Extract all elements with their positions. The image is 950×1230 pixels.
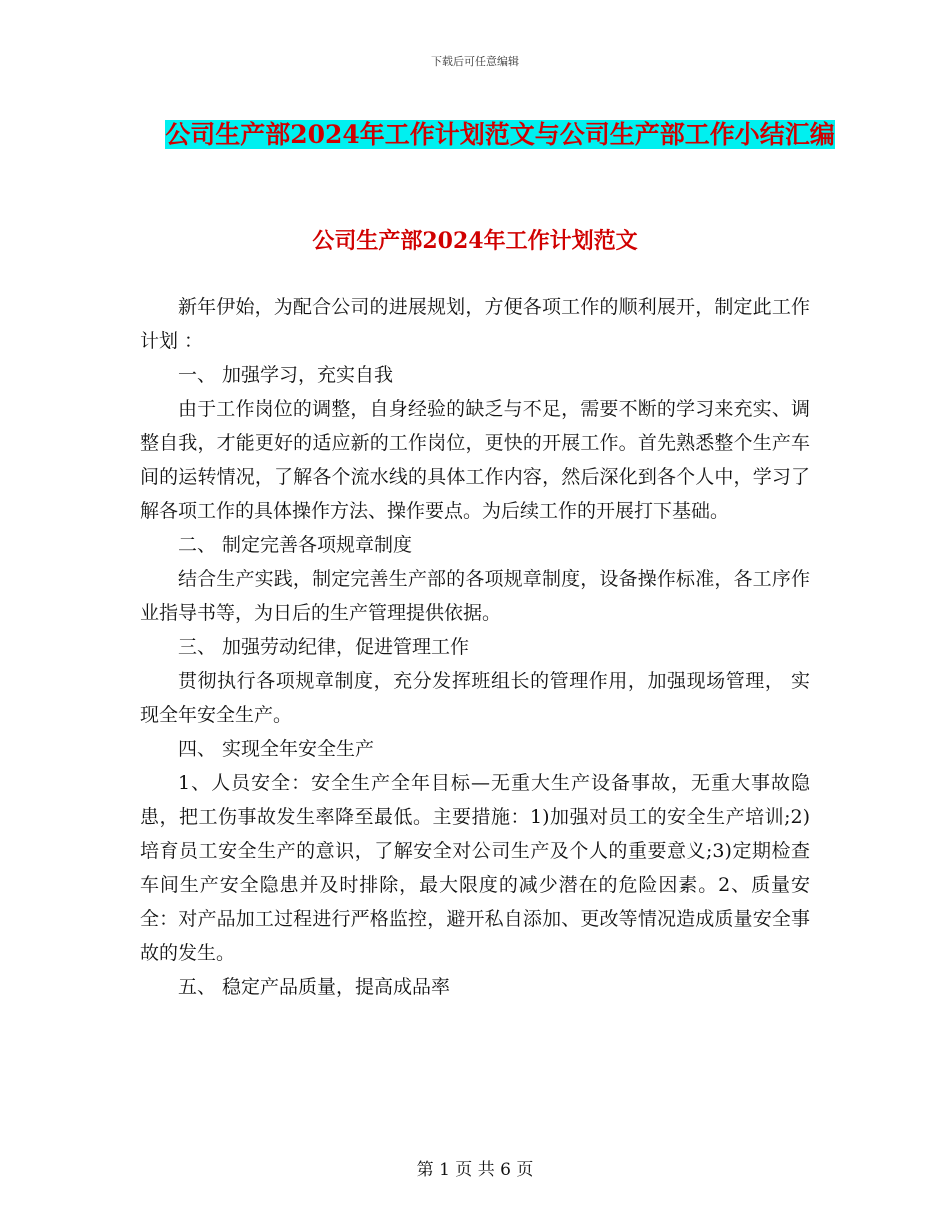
paragraph: 贯彻执行各项规章制度，充分发挥班组长的管理作用，加强现场管理， 实现全年安全生产。 xyxy=(140,670,810,726)
paragraph: 新年伊始，为配合公司的进展规划，方便各项工作的顺利展开，制定此工作计划 ： xyxy=(140,296,810,352)
document-title-text: 公司生产部2024年工作计划范文与公司生产部工作小结汇编 xyxy=(165,120,835,149)
heading-1: 一、 加强学习，充实自我 xyxy=(178,364,394,386)
page-footer: 第 1 页 共 6 页 xyxy=(416,1160,534,1180)
body-content xyxy=(140,290,810,1004)
heading-5: 五、 稳定产品质量，提高成品率 xyxy=(178,976,451,998)
heading-2: 二、 制定完善各项规章制度 xyxy=(178,534,413,556)
section-title: 公司生产部2024年工作计划范文 xyxy=(312,228,638,254)
heading-4: 四、 实现全年安全生产 xyxy=(178,738,375,760)
paragraph: 1、人员安全：安全生产全年目标—无重大生产设备事故，无重大事故隐患，把工伤事故发生率降至最低。主要措施：1)加强对员工的安全生产培训;2)培育员工安全生产的意识，了解安全对公司生产及个人的重要意义;3)定期检查车间生产安全隐患并及时排除，最大限度的减少潜在的危险因素。2、质量安全：对产品加工过程进行严格监控，避开私自添加、更改等情况造成质量安全事故的发生。 xyxy=(140,772,810,964)
paragraph: 由于工作岗位的调整，自身经验的缺乏与不足，需要不断的学习来充实、调整自我，才能更好的适应新的工作岗位，更快的开展工作。首先熟悉整个生产车间的运转情况，了解各个流水线的具体工作内容，然后深化到各个人中，学习了解各项工作的具体操作方法、操作要点。为后续工作的开展打下基础。 xyxy=(140,398,810,522)
document-title xyxy=(150,112,850,158)
header-note: 下载后可任意编辑 xyxy=(431,55,519,68)
paragraph: 结合生产实践，制定完善生产部的各项规章制度，设备操作标准，各工序作业指导书等，为日后的生产管理提供依据。 xyxy=(140,568,810,624)
heading-3: 三、 加强劳动纪律，促进管理工作 xyxy=(178,636,470,658)
